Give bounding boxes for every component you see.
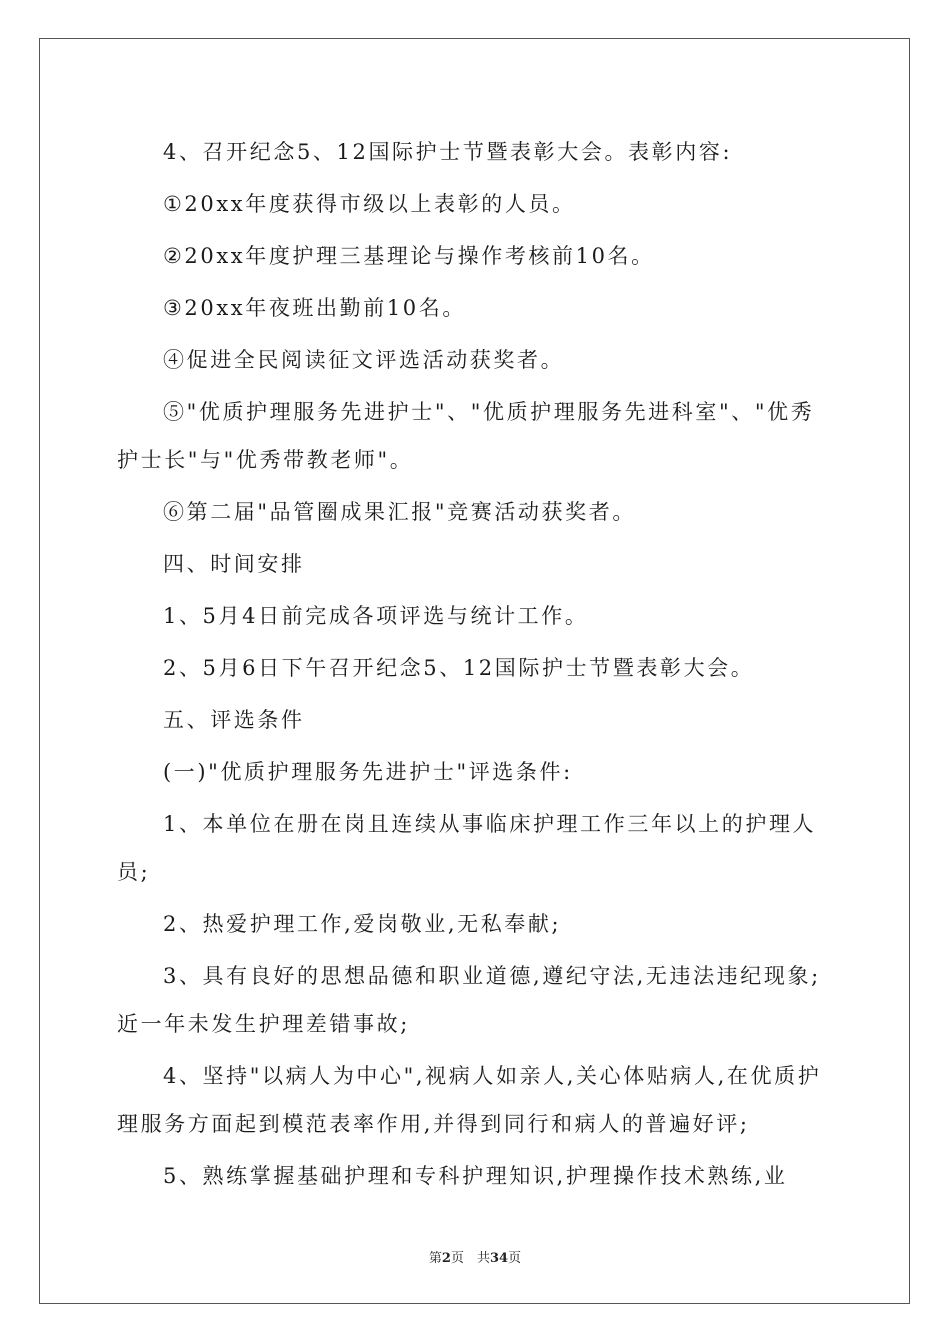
paragraph: 5、熟练掌握基础护理和专科护理知识,护理操作技术熟练,业 — [163, 1164, 788, 1188]
footer-suffix: 页 — [508, 1251, 522, 1266]
paragraph: ①20xx年度获得市级以上表彰的人员。 — [163, 192, 576, 216]
footer-prefix: 第 — [428, 1251, 442, 1266]
paragraph: ②20xx年度护理三基理论与操作考核前10名。 — [163, 244, 655, 268]
paragraph: ④促进全民阅读征文评选活动获奖者。 — [163, 348, 565, 372]
paragraph: ⑥第二届"品管圈成果汇报"竞赛活动获奖者。 — [163, 500, 636, 524]
paragraph: 4、坚持"以病人为中心",视病人如亲人,关心体贴病人,在优质护理服务方面起到模范表率作用,并得到同行和病人的普遍好评; — [117, 1064, 822, 1136]
paragraph: 1、本单位在册在岗且连续从事临床护理工作三年以上的护理人员; — [117, 812, 817, 884]
total-page-count: 34 — [489, 1251, 509, 1266]
paragraph: 4、召开纪念5、12国际护士节暨表彰大会。表彰内容: — [163, 140, 733, 164]
section-heading: 五、评选条件 — [163, 708, 305, 732]
section-heading: 四、时间安排 — [163, 552, 305, 576]
page-footer — [0, 1247, 950, 1266]
paragraph: ③20xx年夜班出勤前10名。 — [163, 296, 466, 320]
subsection-heading: (一)"优质护理服务先进护士"评选条件: — [163, 760, 573, 784]
paragraph: 2、热爱护理工作,爱岗敬业,无私奉献; — [163, 912, 562, 936]
document-body — [117, 128, 837, 1204]
paragraph: 3、具有良好的思想品德和职业道德,遵纪守法,无违法违纪现象;近一年未发生护理差错事故; — [117, 964, 821, 1036]
paragraph: 1、5月4日前完成各项评选与统计工作。 — [163, 604, 589, 628]
paragraph: 2、5月6日下午召开纪念5、12国际护士节暨表彰大会。 — [163, 656, 755, 680]
footer-mid: 页 共 — [450, 1251, 490, 1266]
paragraph: ⑤"优质护理服务先进护士"、"优质护理服务先进科室"、"优秀护士长"与"优秀带教老师"。 — [117, 400, 815, 472]
current-page-number: 2 — [441, 1251, 451, 1266]
